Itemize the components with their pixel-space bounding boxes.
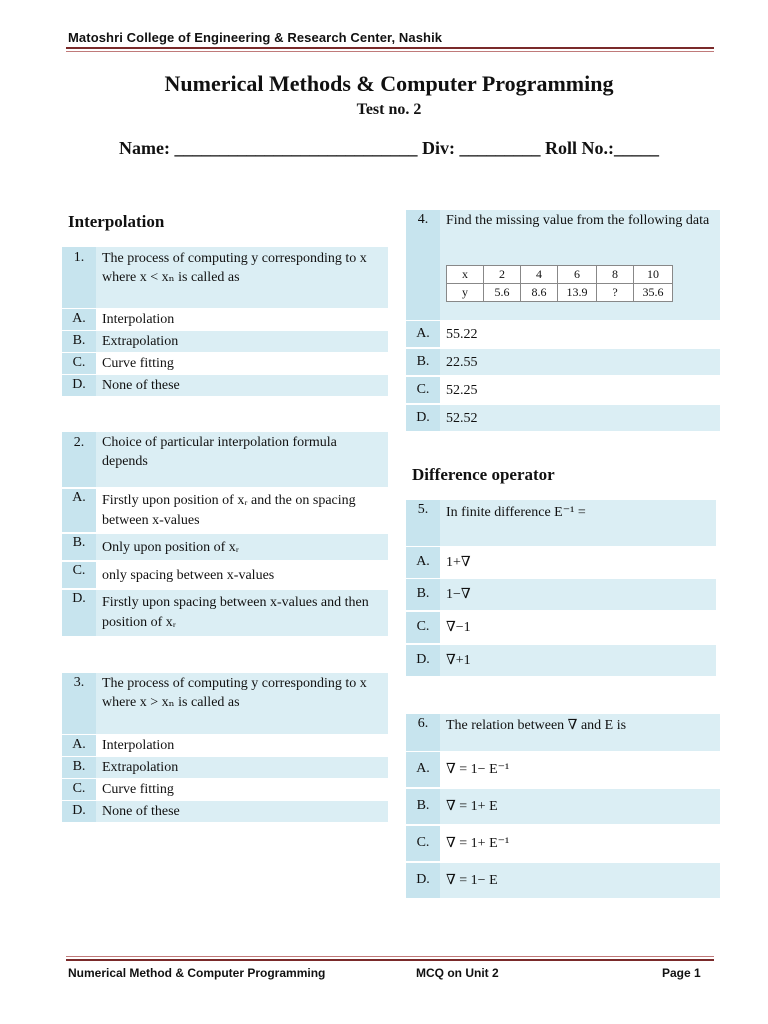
question-3 xyxy=(62,673,388,734)
question-6 xyxy=(406,714,720,751)
section-difference-operator: Difference operator xyxy=(412,465,555,484)
test-number: Test no. 2 xyxy=(356,101,422,118)
question-text: Find the missing value from the following data xyxy=(446,213,710,228)
question-text: Choice of particular interpolation formula depends xyxy=(102,435,337,469)
question-number: 6. xyxy=(417,716,429,731)
option-b[interactable]: B. 1−∇ xyxy=(406,579,716,610)
option-b[interactable]: B. Only upon position of xᵣ xyxy=(62,534,388,560)
option-b[interactable]: B. 22.55 xyxy=(406,349,720,375)
question-text: In finite difference E⁻¹ = xyxy=(446,505,586,520)
question-number: 5. xyxy=(417,502,429,517)
question-text: The process of computing y corresponding to x where x < xₙ is called as xyxy=(102,251,367,285)
college-header: Matoshri College of Engineering & Research Center, Nashik xyxy=(68,30,443,45)
option-a[interactable]: A. Interpolation xyxy=(62,309,388,330)
option-d[interactable]: D. 52.52 xyxy=(406,405,720,431)
question-5 xyxy=(406,500,716,546)
header-rule-thin xyxy=(66,51,714,52)
option-d[interactable]: D. ∇+1 xyxy=(406,645,716,676)
data-table xyxy=(446,265,673,302)
question-number: 2. xyxy=(73,435,85,450)
table-row: y 5.6 8.6 13.9 ? 35.6 xyxy=(447,284,673,302)
page-title: Numerical Methods & Computer Programming xyxy=(164,71,614,96)
question-2 xyxy=(62,432,388,487)
question-1 xyxy=(62,247,388,308)
option-d[interactable]: D. Firstly upon spacing between x-values and then position of xᵣ xyxy=(62,590,388,636)
option-a[interactable]: A. 1+∇ xyxy=(406,547,716,578)
section-interpolation: Interpolation xyxy=(68,212,165,231)
option-a[interactable]: A. 55.22 xyxy=(406,321,720,347)
footer-course: Numerical Method & Computer Programming xyxy=(68,966,326,980)
option-a[interactable]: A. Firstly upon position of xᵣ and the on spacing between x-values xyxy=(62,489,388,532)
option-c[interactable]: C. 52.25 xyxy=(406,377,720,403)
question-number: 3. xyxy=(73,675,85,690)
footer-rule-thin xyxy=(66,956,714,957)
option-c[interactable]: C. Curve fitting xyxy=(62,353,388,374)
option-d[interactable]: D. ∇ = 1− E xyxy=(406,863,720,898)
option-b[interactable]: B. ∇ = 1+ E xyxy=(406,789,720,824)
question-4 xyxy=(406,210,720,320)
page-number: Page 1 xyxy=(662,966,701,980)
question-text: The relation between ∇ and E is xyxy=(446,718,627,733)
option-d[interactable]: D. None of these xyxy=(62,375,388,396)
option-d[interactable]: D. None of these xyxy=(62,801,388,822)
option-c[interactable]: C. ∇ = 1+ E⁻¹ xyxy=(406,826,720,861)
question-number: 1. xyxy=(73,250,85,265)
table-row: x 2 4 6 8 10 xyxy=(447,266,673,284)
option-c[interactable]: C. ∇−1 xyxy=(406,612,716,643)
option-a[interactable]: A. Interpolation xyxy=(62,735,388,756)
question-text: The process of computing y corresponding to x where x > xₙ is called as xyxy=(102,676,367,710)
name-line: Name: ___________________________ Div: _________ Roll No.:_____ xyxy=(119,138,659,158)
option-c[interactable]: C. only spacing between x-values xyxy=(62,562,388,588)
option-c[interactable]: C. Curve fitting xyxy=(62,779,388,800)
footer-unit: MCQ on Unit 2 xyxy=(416,966,499,980)
option-a[interactable]: A. ∇ = 1− E⁻¹ xyxy=(406,752,720,787)
option-b[interactable]: B. Extrapolation xyxy=(62,331,388,352)
question-number: 4. xyxy=(417,212,429,227)
header-rule xyxy=(66,47,714,49)
footer-rule xyxy=(66,959,714,961)
option-b[interactable]: B. Extrapolation xyxy=(62,757,388,778)
